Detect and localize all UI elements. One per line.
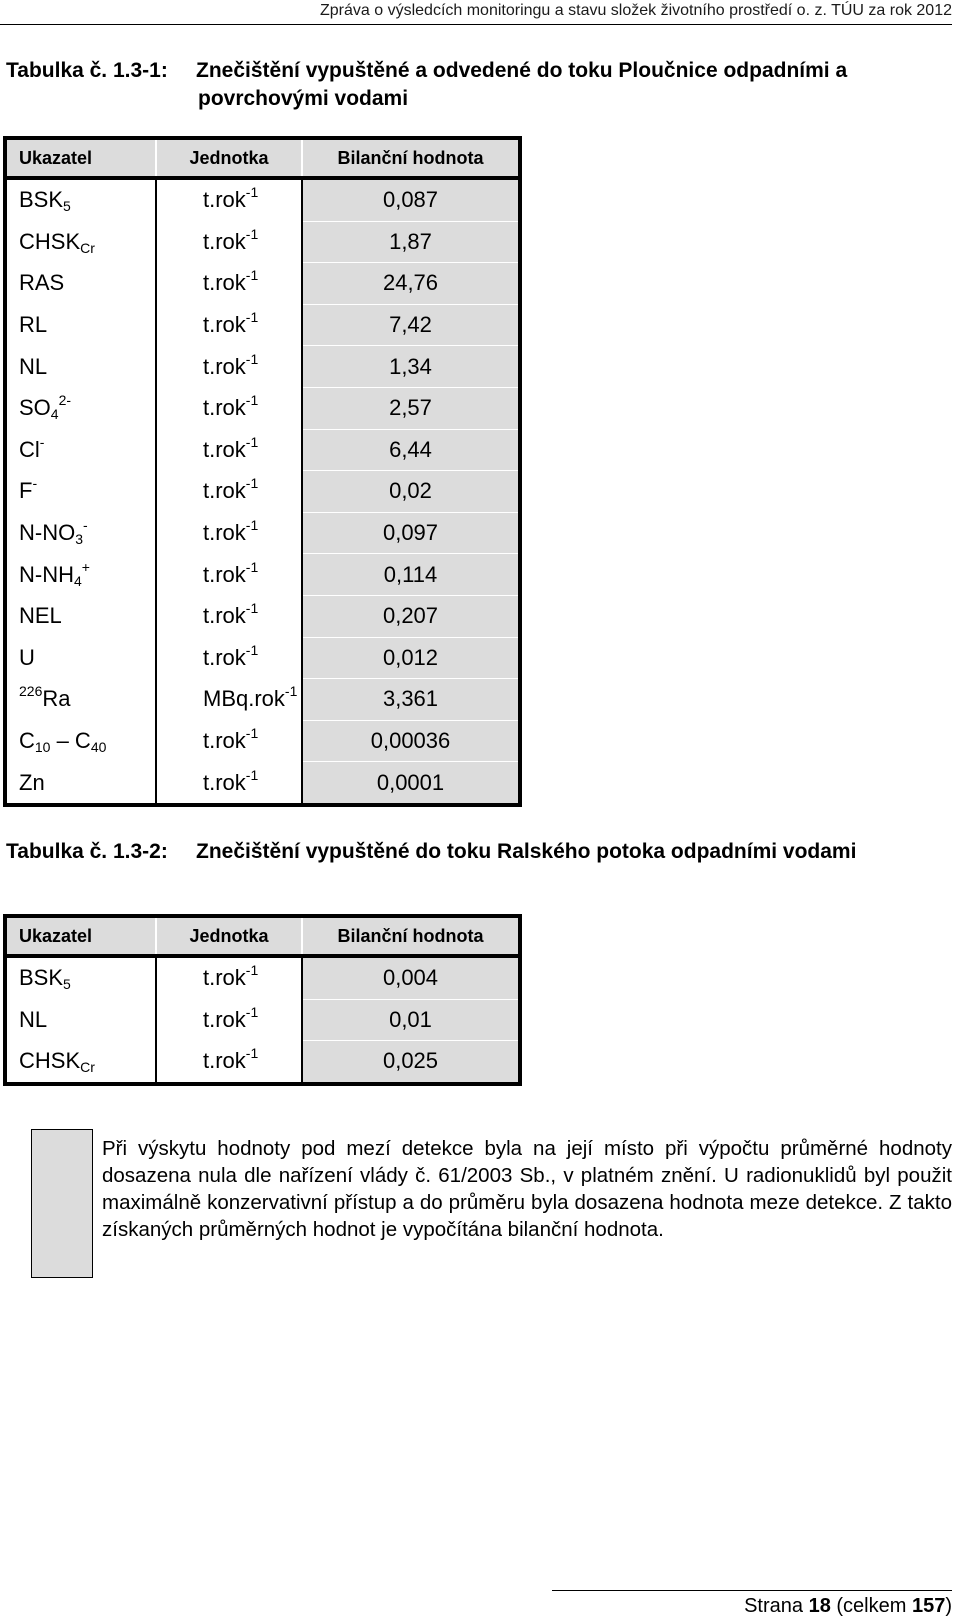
unit-text: t.rok: [203, 312, 246, 338]
unit-cell: [156, 178, 302, 221]
indicator-prefix: 226: [19, 683, 43, 700]
value-cell: 0,0001: [302, 762, 520, 805]
unit-text: t.rok: [203, 603, 246, 629]
unit-superscript: -1: [245, 1045, 259, 1062]
indicator-subscript: 4: [74, 572, 82, 589]
indicator-cell: [5, 999, 156, 1041]
indicator-tail-subscript: 40: [90, 739, 107, 756]
indicator-name: BSK: [19, 965, 64, 991]
header-text: Zpráva o výsledcích monitoringu a stavu složek životního prostředí o. z. TÚU za rok 2012: [320, 2, 952, 19]
value-cell: 1,87: [302, 221, 520, 263]
footer-suffix: ): [945, 1595, 952, 1617]
unit-text: t.rok: [203, 478, 246, 504]
unit-text: t.rok: [203, 728, 246, 754]
unit-superscript: -1: [245, 184, 259, 201]
indicator-cell: [5, 263, 156, 305]
indicator-superscript: -: [83, 517, 88, 534]
indicator-subscript: 5: [63, 198, 71, 215]
unit-superscript: -1: [245, 225, 259, 242]
table2-body: [5, 956, 520, 1084]
unit-cell: [156, 595, 302, 637]
unit-cell: [156, 346, 302, 388]
note-text: Při výskytu hodnoty pod mezí detekce byla na její místo při výpočtu průměrné hodnoty dosazena nula dle nařízení vlády č. 61/2003 Sb., v platném znění. U radionuklidů byl použit maximálně konzervativní přístup a do průměru byla dosazena hodnota meze detekce. Z takto získaných průměrných hodnot je vypočítána bilanční hodnota.: [102, 1137, 952, 1241]
value-cell: 2,57: [302, 387, 520, 429]
unit-text: t.rok: [203, 187, 246, 213]
table2-caption-label: Tabulka č. 1.3-2:: [6, 840, 168, 863]
indicator-name: CHSK: [19, 1048, 81, 1074]
unit-superscript: -1: [245, 1003, 259, 1020]
table-row: [5, 263, 520, 305]
value-cell: 0,02: [302, 471, 520, 513]
column-header-unit: Jednotka: [156, 916, 302, 956]
unit-text: t.rok: [203, 561, 246, 587]
table-row: [5, 999, 520, 1041]
indicator-name: RL: [19, 312, 48, 338]
value-cell: 0,114: [302, 554, 520, 596]
unit-text: t.rok: [203, 436, 246, 462]
footer-middle: (celkem: [830, 1595, 912, 1617]
indicator-name: Ra: [42, 686, 71, 712]
unit-cell: [156, 304, 302, 346]
table-row: [5, 471, 520, 513]
value-cell: 6,44: [302, 429, 520, 471]
indicator-superscript: -: [39, 433, 45, 450]
indicator-cell: [5, 595, 156, 637]
value-cell: 0,025: [302, 1041, 520, 1084]
indicator-cell: [5, 762, 156, 805]
unit-text: t.rok: [203, 1006, 246, 1032]
indicator-cell: [5, 637, 156, 679]
footer-prefix: Strana: [744, 1595, 809, 1617]
indicator-name: NEL: [19, 603, 62, 629]
indicator-cell: [5, 471, 156, 513]
indicator-cell: [5, 346, 156, 388]
table-row: [5, 1041, 520, 1084]
unit-superscript: -1: [245, 392, 259, 409]
table1: [3, 136, 522, 807]
indicator-name: N-NH: [19, 561, 74, 587]
indicator-cell: [5, 512, 156, 554]
indicator-subscript: Cr: [80, 1059, 95, 1076]
indicator-name: Zn: [19, 769, 45, 795]
unit-cell: [156, 720, 302, 762]
value-cell: 0,004: [302, 956, 520, 999]
indicator-name: RAS: [19, 270, 65, 296]
unit-superscript: -1: [245, 267, 259, 284]
unit-superscript: -1: [245, 766, 259, 783]
indicator-name: CHSK: [19, 228, 81, 254]
indicator-tail: – C: [50, 728, 91, 754]
value-cell: 3,361: [302, 679, 520, 721]
unit-cell: [156, 263, 302, 305]
table1-caption-text-1: Znečištění vypuštěné a odvedené do toku Ploučnice odpadními a: [196, 59, 848, 82]
unit-superscript: -1: [245, 309, 259, 326]
value-cell: 24,76: [302, 263, 520, 305]
indicator-name: Cl: [19, 436, 40, 462]
unit-superscript: -1: [245, 517, 259, 534]
table2-caption: [6, 838, 951, 866]
unit-superscript: -1: [245, 725, 259, 742]
table-row: [5, 387, 520, 429]
table-row: [5, 762, 520, 805]
table-row: [5, 956, 520, 999]
indicator-subscript: 4: [50, 406, 59, 423]
table2-header-row: [5, 916, 520, 956]
unit-cell: [156, 554, 302, 596]
indicator-subscript: 5: [63, 976, 71, 993]
page-footer: [552, 1590, 952, 1618]
unit-cell: [156, 387, 302, 429]
indicator-cell: [5, 720, 156, 762]
indicator-name: BSK: [19, 187, 64, 213]
unit-superscript: -1: [245, 475, 259, 492]
note-marker-box: [31, 1129, 93, 1278]
table2-caption-text-1: Znečištění vypuštěné do toku Ralského potoka odpadními vodami: [196, 840, 857, 863]
unit-superscript: -1: [245, 600, 259, 617]
indicator-name: U: [19, 644, 35, 670]
indicator-cell: [5, 429, 156, 471]
footer-total-pages: 157: [911, 1595, 946, 1617]
table2: [3, 914, 522, 1086]
value-cell: 0,097: [302, 512, 520, 554]
value-cell: 1,34: [302, 346, 520, 388]
table-row: [5, 720, 520, 762]
indicator-superscript: -: [32, 475, 38, 492]
unit-text: t.rok: [203, 520, 246, 546]
unit-text: t.rok: [203, 353, 246, 379]
unit-cell: [156, 956, 302, 999]
unit-cell: [156, 471, 302, 513]
table1-caption-text-2: povrchovými vodami: [198, 87, 409, 110]
table-row: [5, 637, 520, 679]
unit-text: t.rok: [203, 965, 246, 991]
column-header-unit: Jednotka: [156, 138, 302, 178]
indicator-subscript: 10: [34, 739, 51, 756]
unit-superscript: -1: [245, 558, 259, 575]
table1-header-row: [5, 138, 520, 178]
table-row: [5, 429, 520, 471]
unit-superscript: -1: [245, 962, 259, 979]
indicator-name: NL: [19, 353, 48, 379]
indicator-cell: [5, 178, 156, 221]
table-row: [5, 346, 520, 388]
value-cell: 0,00036: [302, 720, 520, 762]
indicator-cell: [5, 679, 156, 721]
indicator-subscript: Cr: [80, 239, 95, 256]
value-cell: 7,42: [302, 304, 520, 346]
indicator-cell: [5, 221, 156, 263]
unit-superscript: -1: [245, 433, 259, 450]
value-cell: 0,207: [302, 595, 520, 637]
value-cell: 0,01: [302, 999, 520, 1041]
unit-cell: [156, 679, 302, 721]
table-row: [5, 221, 520, 263]
unit-text: t.rok: [203, 270, 246, 296]
column-header-value: Bilanční hodnota: [302, 138, 520, 178]
table-row: [5, 554, 520, 596]
indicator-name: SO: [19, 395, 51, 421]
column-header-indicator: Ukazatel: [5, 916, 156, 956]
unit-text: t.rok: [203, 644, 246, 670]
unit-superscript: -1: [284, 683, 298, 700]
indicator-cell: [5, 387, 156, 429]
table-row: [5, 178, 520, 221]
indicator-subscript: 3: [75, 531, 84, 548]
unit-text: t.rok: [203, 769, 246, 795]
indicator-superscript: 2-: [58, 392, 72, 409]
indicator-name: F: [19, 478, 33, 504]
footer-page-number: 18: [808, 1595, 831, 1617]
indicator-cell: [5, 1041, 156, 1084]
indicator-name: C: [19, 728, 35, 754]
unit-cell: [156, 999, 302, 1041]
indicator-cell: [5, 956, 156, 999]
table1-caption-label: Tabulka č. 1.3-1:: [6, 59, 168, 82]
indicator-name: N-NO: [19, 520, 76, 546]
indicator-name: NL: [19, 1006, 48, 1032]
table-row: [5, 512, 520, 554]
page-header: [0, 0, 952, 25]
indicator-superscript: +: [81, 558, 90, 575]
unit-cell: [156, 512, 302, 554]
unit-text: t.rok: [203, 228, 246, 254]
table-row: [5, 595, 520, 637]
unit-text: t.rok: [203, 1048, 246, 1074]
table1-body: [5, 178, 520, 805]
unit-cell: [156, 637, 302, 679]
unit-cell: [156, 429, 302, 471]
column-header-indicator: Ukazatel: [5, 138, 156, 178]
unit-cell: [156, 1041, 302, 1084]
unit-cell: [156, 762, 302, 805]
table-row: [5, 304, 520, 346]
unit-text: MBq.rok: [203, 686, 285, 712]
table-row: [5, 679, 520, 721]
column-header-value: Bilanční hodnota: [302, 916, 520, 956]
value-cell: 0,087: [302, 178, 520, 221]
indicator-cell: [5, 554, 156, 596]
unit-cell: [156, 221, 302, 263]
unit-text: t.rok: [203, 395, 246, 421]
unit-superscript: -1: [245, 641, 259, 658]
unit-superscript: -1: [245, 350, 259, 367]
indicator-cell: [5, 304, 156, 346]
table1-caption: [6, 57, 951, 113]
value-cell: 0,012: [302, 637, 520, 679]
